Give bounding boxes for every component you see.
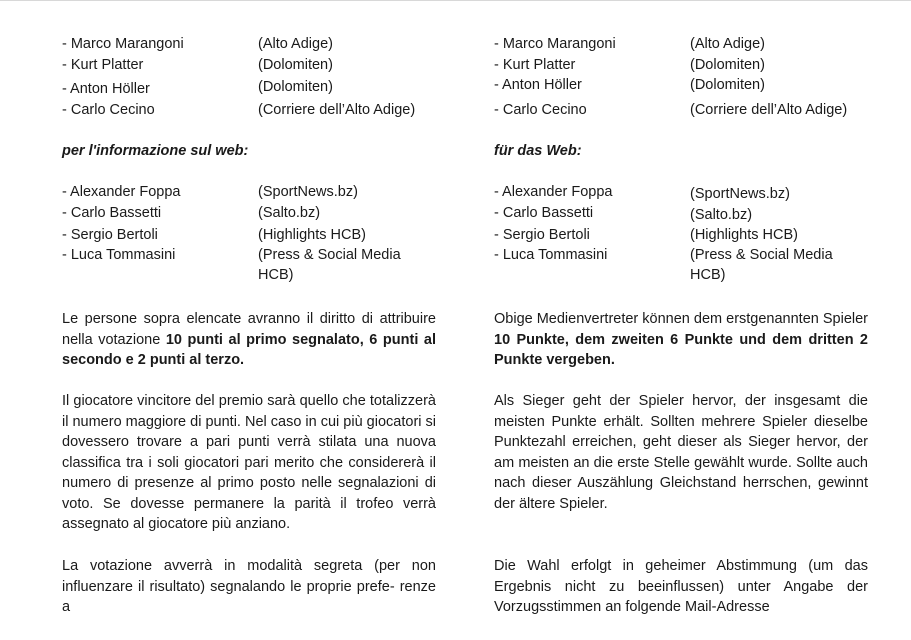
voting-mode-paragraph: Die Wahl erfolgt in geheimer Abstimmung (um das Ergebnis nicht zu beeinflussen) unter Angabe der Vorzugsstimmen an folgende Mail-Adresse <box>494 558 868 615</box>
winner-rules-paragraph: Als Sieger geht der Spieler hervor, der insgesamt die meisten Punkte erhält. Sollten mehrere Spieler dieselbe Punktezahl erreichen, geht dieser als Sieger hervor, der am meisten an die erste Stelle gewählt wurde. Sollte auch nach dieser Auszählung Gleichstand herrschen, gewinnt der ältere Spieler. <box>494 393 868 512</box>
journalist-outlet: (SportNews.bz) <box>690 186 790 202</box>
journalist-name: - Carlo Bassetti <box>62 205 162 221</box>
journalist-name: - Marco Marangoni <box>62 36 184 52</box>
journalist-name: - Sergio Bertoli <box>62 227 158 243</box>
journalist-outlet: (Salto.bz) <box>258 205 321 221</box>
journalist-name: - Marco Marangoni <box>494 36 616 52</box>
voting-rules-paragraph <box>62 309 436 371</box>
journalist-outlet: (Press & Social Media HCB) <box>690 247 833 283</box>
journalist-name: - Kurt Platter <box>494 57 576 73</box>
paragraph-bold-text: 10 punti al primo segnalato, 6 punti al secondo e 2 punti al terzo. <box>62 331 437 368</box>
journalist-outlet: (Dolomiten) <box>690 57 765 73</box>
journalist-outlet: (Press & Social Media HCB) <box>258 247 401 283</box>
paragraph-text: Le persone sopra elencate avranno il diritto di attribuire nella votazione <box>62 311 436 348</box>
journalist-name: - Anton Höller <box>494 77 582 93</box>
journalist-outlet: (SportNews.bz) <box>258 184 358 200</box>
journalist-name: - Anton Höller <box>62 81 150 97</box>
page-top-edge <box>0 0 911 1</box>
paragraph-text: Obige Medienvertreter können dem erstgenannten Spieler <box>494 311 869 327</box>
journalist-name: - Alexander Foppa <box>62 184 181 200</box>
journalist-outlet: (Alto Adige) <box>258 36 333 52</box>
web-section-heading: per l'informazione sul web: <box>62 143 249 159</box>
journalist-outlet: (Corriere dell’Alto Adige) <box>258 102 416 118</box>
journalist-outlet: (Dolomiten) <box>258 57 333 73</box>
voting-mode-paragraph: La votazione avverrà in modalità segreta (per non influenzare il risultato) segnalando le proprie prefe- renze a <box>62 558 436 615</box>
journalist-name: - Luca Tommasini <box>62 247 176 263</box>
journalist-name: - Luca Tommasini <box>494 247 608 263</box>
journalist-outlet: (Dolomiten) <box>690 77 765 93</box>
journalist-outlet: (Dolomiten) <box>258 79 333 95</box>
journalist-outlet: (Salto.bz) <box>690 207 753 223</box>
journalist-name: - Carlo Cecino <box>62 102 155 118</box>
journalist-name: - Sergio Bertoli <box>494 227 590 243</box>
voting-rules-paragraph <box>494 309 868 371</box>
journalist-outlet: (Corriere dell’Alto Adige) <box>690 102 848 118</box>
journalist-name: - Carlo Bassetti <box>494 205 594 221</box>
winner-rules-paragraph: Il giocatore vincitore del premio sarà quello che totalizzerà il numero maggiore di punti. Nel caso in cui più giocatori si dovessero trovare a pari punti verrà stilata una nuova classifica tra i soli giocatori pari merito che considererà il numero di presenze al primo posto nelle segnalazioni di voto. Se dovesse permanere la parità il trofeo verrà assegnato al giocatore più anziano. <box>62 393 436 532</box>
journalist-outlet: (Highlights HCB) <box>258 227 366 243</box>
paragraph-bold-text: 10 Punkte, dem zweiten 6 Punkte und dem dritten 2 Punkte vergeben. <box>494 331 868 368</box>
journalist-outlet: (Alto Adige) <box>690 36 765 52</box>
journalist-name: - Kurt Platter <box>62 57 144 73</box>
web-section-heading: für das Web: <box>494 143 582 159</box>
journalist-outlet: (Highlights HCB) <box>690 227 798 243</box>
journalist-name: - Alexander Foppa <box>494 184 613 200</box>
journalist-name: - Carlo Cecino <box>494 102 587 118</box>
